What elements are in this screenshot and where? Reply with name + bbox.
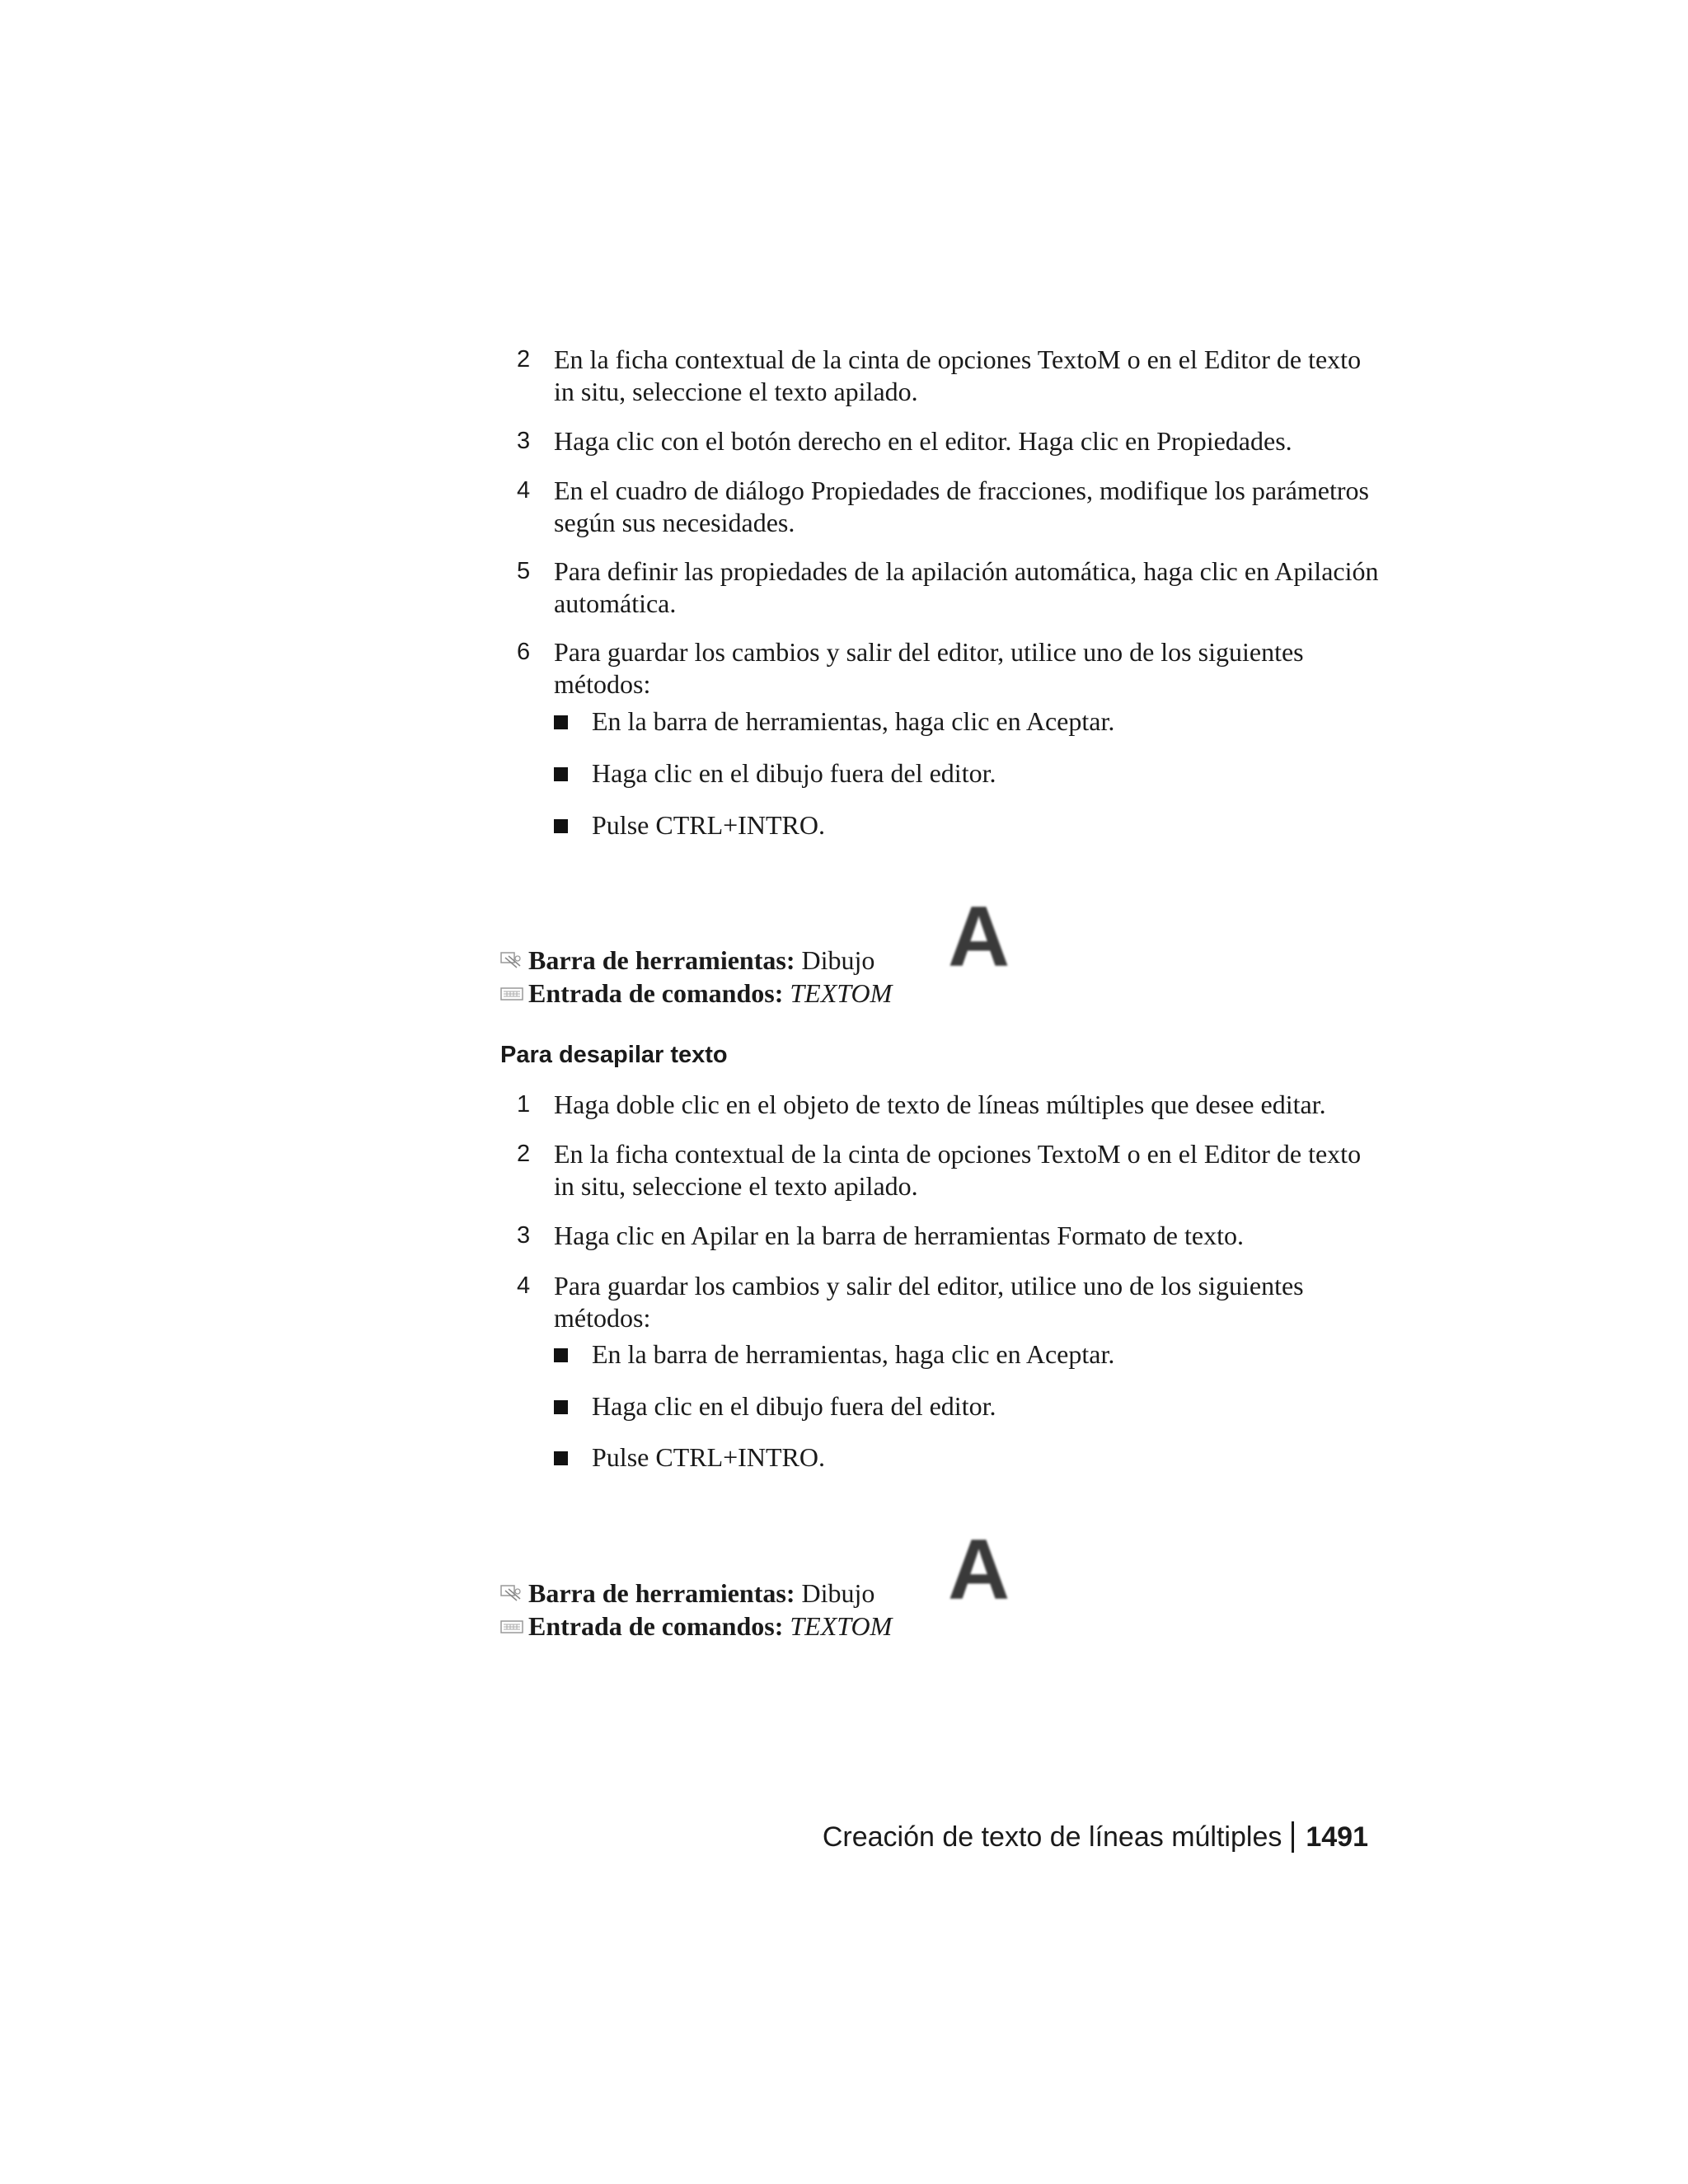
- text-tool-icon: A: [948, 1522, 1010, 1618]
- toolbar-label: Barra de herramientas:: [528, 1578, 795, 1608]
- bullet-text: En la barra de herramientas, haga clic en Aceptar.: [592, 1339, 1115, 1369]
- command-label: Entrada de comandos:: [528, 978, 784, 1008]
- section-heading: Para desapilar texto: [500, 1042, 728, 1068]
- step-number: 5: [517, 558, 531, 584]
- toolbar-label: Barra de herramientas:: [528, 945, 795, 975]
- bullet-item: [554, 1441, 825, 1474]
- step-number: 4: [517, 1272, 531, 1299]
- step-item: [517, 1270, 1382, 1334]
- bullet-item: [554, 1338, 1114, 1371]
- footer-title: Creación de texto de líneas múltiples: [822, 1821, 1282, 1853]
- bullet-item: [554, 757, 996, 790]
- page-footer: [823, 1820, 1368, 1854]
- step-number: 3: [517, 428, 531, 454]
- step-text: Haga doble clic en el objeto de texto de líneas múltiples que desee editar.: [554, 1090, 1326, 1119]
- step-text: Para definir las propiedades de la apilación automática, haga clic en Apilación automática.: [554, 556, 1379, 618]
- footer-divider: [1292, 1821, 1294, 1853]
- step-item: [517, 475, 1382, 539]
- bullet-square-icon: [554, 819, 568, 833]
- toolbar-icon: [500, 1584, 523, 1604]
- step-item: [517, 1089, 1382, 1121]
- toolbar-icon: [500, 951, 523, 971]
- bullet-item: [554, 1390, 996, 1422]
- bullet-text: Pulse CTRL+INTRO.: [592, 1442, 825, 1472]
- step-text: En el cuadro de diálogo Propiedades de fracciones, modifique los parámetros según sus necesidades.: [554, 476, 1369, 537]
- text-tool-icon: A: [948, 889, 1010, 985]
- step-text: Haga clic en Apilar en la barra de herramientas Formato de texto.: [554, 1221, 1244, 1250]
- step-item: [517, 1220, 1382, 1252]
- keyboard-icon: [500, 1617, 523, 1637]
- page-number: 1491: [1306, 1821, 1368, 1853]
- command-reference: [500, 977, 892, 1010]
- keyboard-icon: [500, 984, 523, 1004]
- step-text: Para guardar los cambios y salir del editor, utilice uno de los siguientes métodos:: [554, 637, 1304, 699]
- step-number: 3: [517, 1222, 531, 1249]
- step-item: [517, 636, 1382, 701]
- toolbar-reference: [500, 944, 874, 977]
- step-item: [517, 1138, 1382, 1202]
- step-number: 2: [517, 1141, 531, 1167]
- bullet-square-icon: [554, 715, 568, 729]
- step-text: Haga clic con el botón derecho en el editor. Haga clic en Propiedades.: [554, 426, 1292, 456]
- step-number: 4: [517, 477, 531, 504]
- bullet-text: Pulse CTRL+INTRO.: [592, 810, 825, 840]
- step-item: [517, 425, 1382, 457]
- bullet-text: Haga clic en el dibujo fuera del editor.: [592, 758, 996, 788]
- bullet-item: [554, 809, 825, 841]
- toolbar-value: Dibujo: [801, 945, 875, 975]
- step-text: En la ficha contextual de la cinta de opciones TextoM o en el Editor de texto in situ, seleccione el texto apilado.: [554, 1139, 1362, 1201]
- bullet-text: En la barra de herramientas, haga clic en Aceptar.: [592, 706, 1115, 736]
- toolbar-value: Dibujo: [801, 1578, 875, 1608]
- step-item: [517, 344, 1382, 408]
- bullet-square-icon: [554, 767, 568, 781]
- command-reference: [500, 1610, 892, 1643]
- bullet-square-icon: [554, 1348, 568, 1362]
- step-text: Para guardar los cambios y salir del editor, utilice uno de los siguientes métodos:: [554, 1271, 1304, 1333]
- step-text: En la ficha contextual de la cinta de opciones TextoM o en el Editor de texto in situ, seleccione el texto apilado.: [554, 344, 1362, 406]
- step-number: 1: [517, 1091, 531, 1118]
- step-item: [517, 555, 1382, 620]
- bullet-item: [554, 705, 1114, 738]
- command-value: TEXTOM: [790, 978, 893, 1008]
- step-number: 6: [517, 639, 531, 665]
- toolbar-reference: [500, 1577, 874, 1610]
- command-value: TEXTOM: [790, 1611, 893, 1641]
- bullet-square-icon: [554, 1451, 568, 1465]
- bullet-text: Haga clic en el dibujo fuera del editor.: [592, 1391, 996, 1421]
- command-label: Entrada de comandos:: [528, 1611, 784, 1641]
- step-number: 2: [517, 346, 531, 373]
- bullet-square-icon: [554, 1400, 568, 1414]
